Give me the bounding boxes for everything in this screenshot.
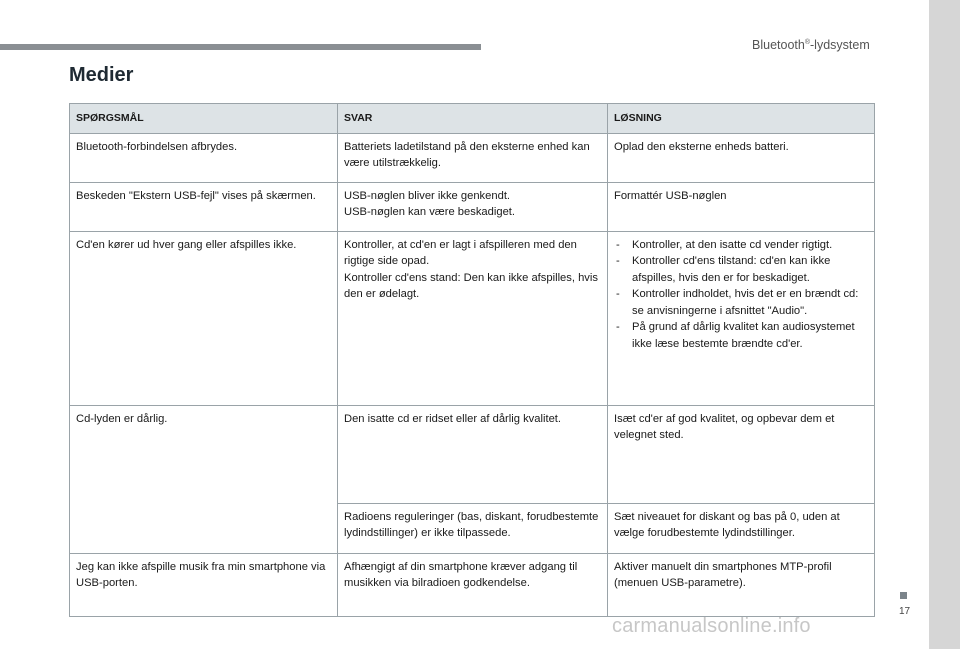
answer-line: Batteriets ladetilstand på den eksterne enhed kan være utilstrækkelig. bbox=[344, 140, 590, 169]
solution-list bbox=[614, 237, 868, 353]
solution-cell: Formattér USB-nøglen bbox=[608, 182, 875, 231]
solution-cell bbox=[608, 231, 875, 405]
registered-mark: ® bbox=[804, 38, 810, 46]
question-cell: Beskeden "Ekstern USB-fejl" vises på skærmen. bbox=[70, 182, 338, 231]
answer-cell bbox=[338, 133, 608, 182]
page-title: Medier bbox=[69, 64, 134, 86]
answer-line: USB-nøglen bliver ikke genkendt. bbox=[344, 189, 511, 202]
answer-line: Kontroller cd'ens stand: Den kan ikke afspilles, hvis den er ødelagt. bbox=[344, 271, 598, 300]
question-cell: Cd'en kører ud hver gang eller afspilles ikke. bbox=[70, 231, 338, 405]
table-row bbox=[70, 231, 875, 405]
solution-list-item: - På grund af dårlig kvalitet kan audiosystemet ikke læse bestemte brændte cd'er. bbox=[614, 319, 868, 352]
section-title-main: Bluetooth bbox=[752, 38, 805, 52]
answer-line: Afhængigt af din smartphone kræver adgang til musikken via bilradioen godkendelse. bbox=[344, 560, 578, 589]
answer-cell bbox=[338, 231, 608, 405]
solution-list-item: - Kontroller cd'ens tilstand: cd'en kan ikke afspilles, hvis den er for beskadiget. bbox=[614, 253, 868, 286]
answer-line: USB-nøglen kan være beskadiget. bbox=[344, 206, 516, 218]
question-cell: Jeg kan ikke afspille musik fra min smartphone via USB-porten. bbox=[70, 553, 338, 616]
table-header-row bbox=[70, 104, 875, 134]
table-row bbox=[70, 553, 875, 616]
column-header-answer: SVAR bbox=[338, 104, 608, 134]
solution-cell: Oplad den eksterne enheds batteri. bbox=[608, 133, 875, 182]
section-header bbox=[752, 38, 870, 52]
section-title-suffix: -lydsystem bbox=[810, 38, 870, 52]
question-cell: Bluetooth-forbindelsen afbrydes. bbox=[70, 133, 338, 182]
troubleshooting-table bbox=[69, 103, 875, 617]
answer-cell bbox=[338, 503, 608, 553]
page-edge-strip bbox=[929, 0, 960, 649]
page-marker-square bbox=[900, 592, 907, 599]
table-row bbox=[70, 182, 875, 231]
solution-list-item: - Kontroller, at den isatte cd vender rigtigt. bbox=[614, 237, 868, 254]
answer-cell bbox=[338, 553, 608, 616]
solution-cell: Isæt cd'er af god kvalitet, og opbevar dem et velegnet sted. bbox=[608, 405, 875, 503]
answer-line: Den isatte cd er ridset eller af dårlig kvalitet. bbox=[344, 412, 562, 425]
table-row bbox=[70, 133, 875, 182]
solution-list-item: - Kontroller indholdet, hvis det er en brændt cd: se anvisningerne i afsnittet "Audio". bbox=[614, 286, 868, 319]
table-row bbox=[70, 405, 875, 503]
answer-line: Radioens reguleringer (bas, diskant, forudbestemte lydindstillinger) er ikke tilpassede. bbox=[344, 510, 599, 539]
question-cell: Cd-lyden er dårlig. bbox=[70, 405, 338, 553]
column-header-question: SPØRGSMÅL bbox=[70, 104, 338, 134]
answer-cell bbox=[338, 182, 608, 231]
solution-cell: Aktiver manuelt din smartphones MTP-profil (menuen USB-parametre). bbox=[608, 553, 875, 616]
watermark: carmanualsonline.info bbox=[612, 615, 811, 637]
answer-cell bbox=[338, 405, 608, 503]
column-header-solution: LØSNING bbox=[608, 104, 875, 134]
page-number: 17 bbox=[899, 606, 911, 617]
solution-cell: Sæt niveauet for diskant og bas på 0, uden at vælge forudbestemte lydindstillinger. bbox=[608, 503, 875, 553]
header-rule bbox=[0, 44, 481, 50]
answer-line: Kontroller, at cd'en er lagt i afspilleren med den rigtige side opad. bbox=[344, 238, 577, 267]
